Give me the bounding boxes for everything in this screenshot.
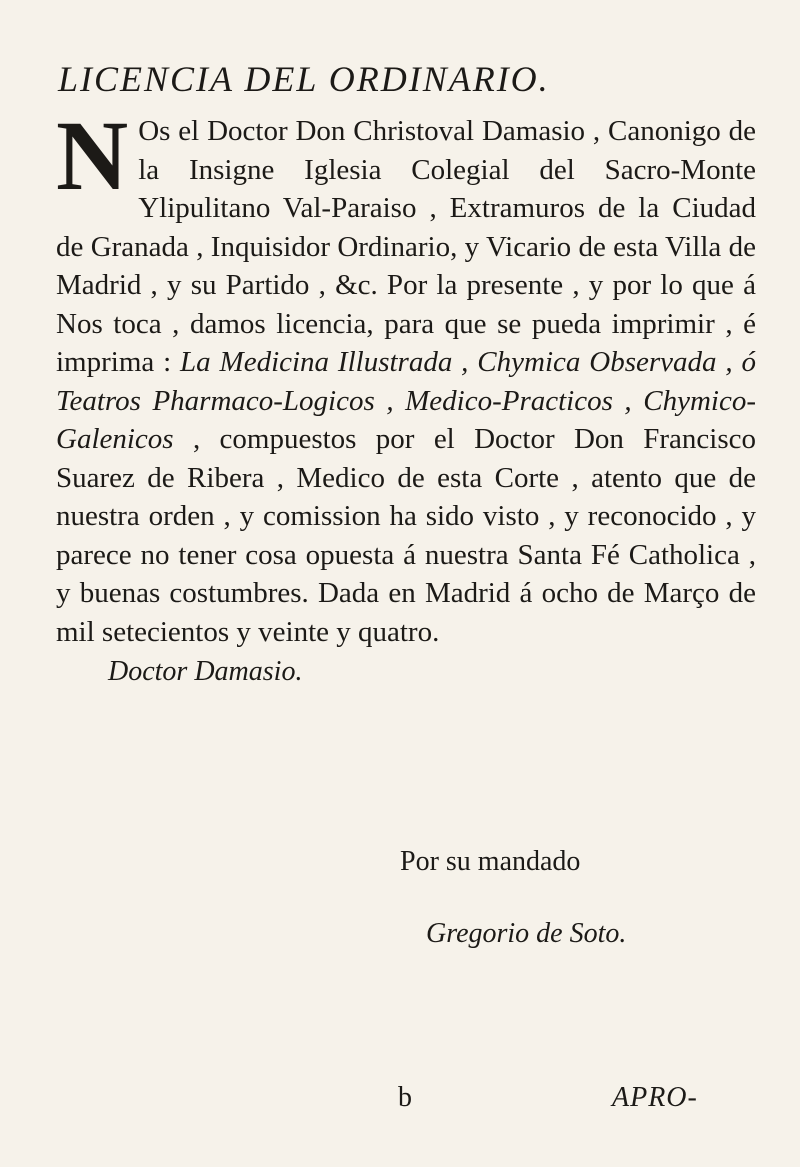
license-paragraph	[56, 100, 756, 651]
signature-mark: b	[398, 1082, 412, 1113]
page-title: LICENCIA DEL ORDINARIO.	[58, 59, 550, 99]
signature-doctor: Doctor Damasio.	[108, 656, 303, 687]
by-order-text: Por su mandado	[400, 846, 581, 877]
catchword: APRO-	[612, 1082, 698, 1113]
paragraph-text-2: , compuestos por el Doctor Don Francisco Suarez de Ribera , Medico de esta Corte , atento que de nuestra orden , y comission ha sido visto , y reconocido , y parece no tener cosa opuesta á nuestra Santa Fé Catholica , y buenas costumbres. Dada en Madrid á ocho de Março de mil setecientos y veinte y quatro.	[56, 423, 756, 648]
signature-secretary: Gregorio de Soto.	[426, 918, 627, 949]
book-title: La Medicina Illustrada , Chymica Observada , ó Teatros Pharmaco-Logicos , Medico-Practicos , Chymico-Galenicos	[56, 346, 756, 455]
drop-cap: N	[56, 100, 129, 211]
paragraph-text-1: Os el Doctor Don Christoval Damasio , Canonigo de la Insigne Iglesia Colegial del Sacro-Monte Ylipulitano Val-Paraiso , Extramuros de la Ciudad de Granada , Inquisidor Ordinario, y Vicario de esta Villa de Madrid , y su Partido , &c. Por la presente , y por lo que á Nos toca , damos licencia, para que se pueda imprimir , é imprima :	[56, 115, 756, 378]
